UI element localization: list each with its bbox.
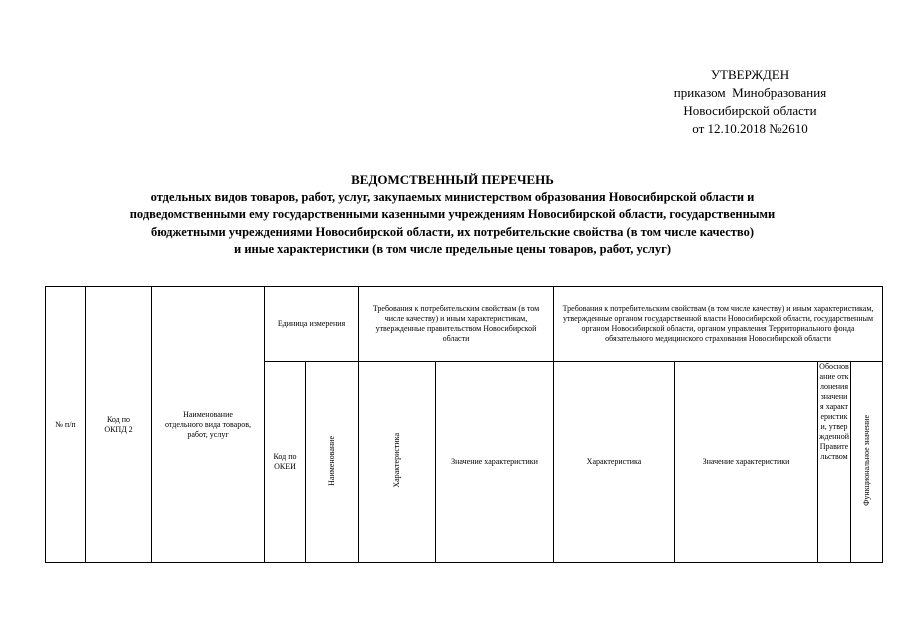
header-item-name (152, 287, 265, 563)
header-gov-value-label: Значение характеристики (451, 457, 538, 466)
header-num-label: № п/п (55, 419, 76, 429)
title-line-2: подведомственными ему государственными казенными учреждениям Новосибирской области, государственными (129, 207, 776, 221)
header-okpd-label: Код по ОКПД 2 (104, 414, 133, 434)
approval-line-1: УТВЕРЖДЕН (710, 67, 790, 82)
header-gov-characteristic (359, 362, 436, 563)
header-functional (851, 362, 883, 563)
header-ministry-characteristic (554, 362, 675, 563)
title-line-4: и иные характеристики (в том числе предельные цены товаров, работ, услуг) (234, 242, 671, 256)
header-unit-code-label: Код по ОКЕИ (273, 452, 297, 471)
header-unit-group-label: Единица измерения (277, 319, 346, 328)
header-unit-name (306, 362, 359, 563)
header-gov-requirements-label: Требования к потребительским свойствам (в том числе качеству) и иным характеристикам, утвержденные правительством Новосибирской области (372, 304, 540, 343)
header-item-name-label: Наименование отдельного вида товаров, работ, услуг (165, 409, 251, 439)
title-line-3: бюджетными учреждениями Новосибирской области, их потребительские свойства (в том числе качество) (151, 224, 754, 239)
header-functional-label: Функциональное значение (861, 415, 871, 506)
header-justification-label: Обоснование отклонения значения характеристики, утвержденной Правительством (819, 362, 849, 461)
header-gov-characteristic-label: Характеристика (392, 433, 401, 488)
header-unit-group (265, 287, 359, 362)
header-ministry-requirements-label: Требования к потребительским свойствам (в том числе качеству) и иным характеристикам, утвержденные органом государственной власти Новосибирской области, государственным органом Новосибирской области, органом управления Территориального фонда обязательного медицинского страхования Новосибирской области (562, 304, 874, 343)
document-title (40, 171, 865, 259)
header-ministry-value (675, 362, 818, 563)
title-line-1: отдельных видов товаров, работ, услуг, закупаемых министерством образования Новосибирской области и (150, 189, 755, 204)
header-ministry-characteristic-label: Характеристика (586, 457, 642, 466)
approval-line-3: Новосибирской области (683, 103, 817, 118)
requirements-table (45, 286, 883, 563)
header-gov-requirements (359, 287, 554, 362)
approval-stamp (640, 66, 860, 138)
approval-line-4: от 12.10.2018 №2610 (692, 121, 808, 136)
header-unit-code (265, 362, 306, 563)
approval-line-2: приказом Минобразования (673, 85, 827, 100)
header-ministry-value-label: Значение характеристики (702, 457, 790, 466)
header-gov-value (436, 362, 554, 563)
header-ministry-requirements (554, 287, 883, 362)
header-unit-name-label: Наименование (327, 435, 336, 486)
header-num (46, 287, 86, 563)
header-justification (818, 362, 851, 563)
header-okpd (86, 287, 152, 563)
title-main: ВЕДОМСТВЕННЫЙ ПЕРЕЧЕНЬ (351, 172, 554, 187)
